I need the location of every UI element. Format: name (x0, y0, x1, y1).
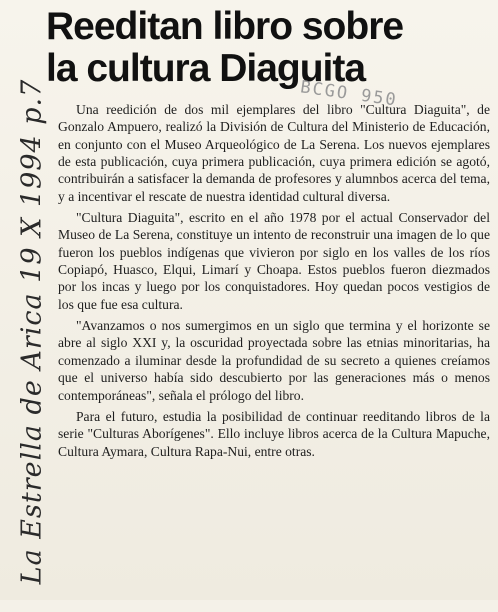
archive-stamp: BCGO 950 (299, 77, 399, 111)
headline (46, 6, 494, 90)
article-paragraph: Una reedición de dos mil ejemplares del libro "Cultura Diaguita", de Gonzalo Ampuero, realizó la División de Cultura del Ministerio de Educación, en conjunto con el Museo Arqueológico de La Serena. Los nuevos ejemplares de esta publicación, cuya primera publicación, cuya primera edición se agotó, contribuirán a satisfacer la demanda de profesores y alumnbos acerca del tema, y a incentivar el rescate de nuestra identidad cultural diversa. (58, 102, 490, 204)
handwritten-source-note: La Estrella de Arica 19 X 1994 p.7 (16, 78, 48, 585)
headline-line-2: la cultura Diaguita (46, 47, 366, 90)
article-body (58, 101, 490, 464)
article-paragraph: "Avanzamos o nos sumergimos en un siglo que termina y el horizonte se abre al siglo XXI y, la oscuridad proyectada sobre las etnias minoritarias, ha comenzado a iluminar desde la profundidad de su secreto a quienes creíamos que el universo había sido descubierto por las generaciones más o menos contemporáneas", señala el prólogo del libro. (58, 318, 490, 403)
article-paragraph: "Cultura Diaguita", escrito en el año 1978 por el actual Conservador del Museo de La Serena, constituye un intento de reconstruir una imagen de lo que fueron los pueblos indígenas que vivieron por siglo en los valles de los ríos Copiapó, Huasco, Elqui, Limarí y Choapa. Estos pueblos fueron diezmados por los incas y luego por los conquistadores. Hoy quedan pocos vestigios de los que fue esa cultura. (58, 210, 490, 312)
article-paragraph: Para el futuro, estudia la posibilidad de continuar reeditando libros de la serie "Culturas Aborígenes". Ello incluye libros acerca de la Cultura Mapuche, Cultura Aymara, Cultura Rapa-Nui, entre otras. (58, 408, 490, 459)
headline-line-1: Reeditan libro sobre (46, 5, 404, 48)
